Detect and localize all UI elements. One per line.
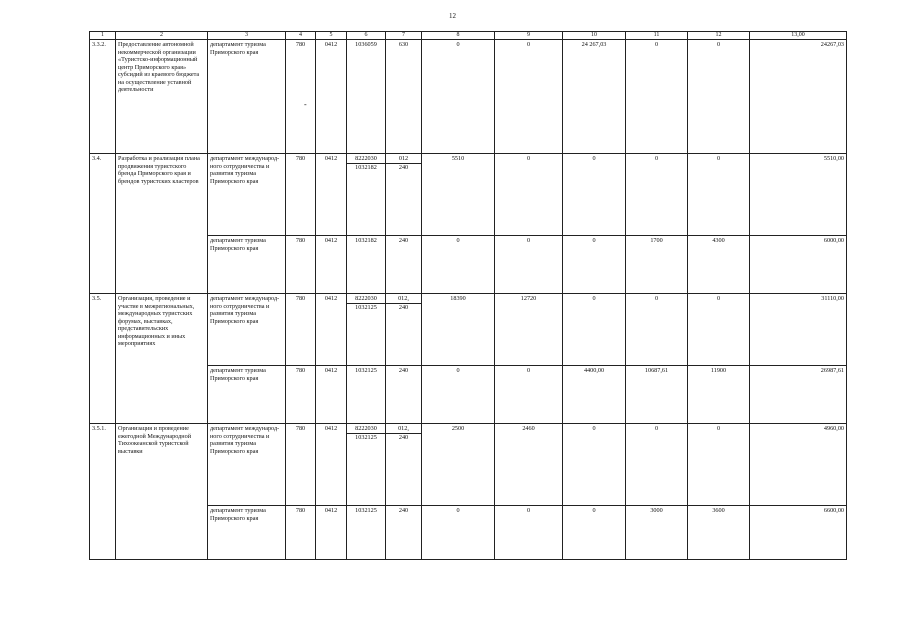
header-cell: 9 bbox=[495, 32, 563, 40]
amount-col-8: 0 bbox=[422, 40, 495, 154]
department-cell: департамент международ-ного сотрудничества и развития туризма Приморского края bbox=[208, 294, 286, 366]
code-expense-value: 240 bbox=[386, 163, 421, 172]
amount-col-11: 0 bbox=[626, 40, 688, 154]
code-target-value: 1032125 bbox=[347, 433, 385, 442]
table-row bbox=[90, 424, 847, 506]
department-cell: департамент туризма Приморского края bbox=[208, 40, 286, 154]
code-grbs: 780 bbox=[286, 236, 316, 294]
amount-col-12: 3600 bbox=[688, 506, 750, 560]
header-cell: 11 bbox=[626, 32, 688, 40]
amount-col-12: 0 bbox=[688, 294, 750, 366]
row-number: 3.5.1. bbox=[90, 424, 116, 560]
code-target bbox=[347, 366, 386, 424]
amount-col-11: 0 bbox=[626, 424, 688, 506]
header-cell: 6 bbox=[347, 32, 386, 40]
amount-col-10: 0 bbox=[563, 154, 626, 236]
amount-col-10: 0 bbox=[563, 236, 626, 294]
code-target-value: 1032125 bbox=[355, 507, 377, 514]
code-expense-type bbox=[386, 424, 422, 506]
activity-name: Организация и проведение ежегодной Международной Тихоокеанской туристской выставки bbox=[116, 424, 208, 560]
amount-col-12: 0 bbox=[688, 40, 750, 154]
code-target bbox=[347, 294, 386, 366]
header-cell: 1 bbox=[90, 32, 116, 40]
department-cell: департамент туризма Приморского края bbox=[208, 236, 286, 294]
code-grbs: 780 bbox=[286, 154, 316, 236]
code-target-value: 8222030 bbox=[355, 155, 377, 162]
code-target bbox=[347, 236, 386, 294]
amount-col-10: 24 267,03 bbox=[563, 40, 626, 154]
amount-total: 26987,61 bbox=[750, 366, 847, 424]
code-target-value: 1032182 bbox=[347, 163, 385, 172]
amount-total: 6600,00 bbox=[750, 506, 847, 560]
code-expense-value: 240 bbox=[398, 507, 409, 514]
department-cell: департамент туризма Приморского края bbox=[208, 366, 286, 424]
header-cell: 4 bbox=[286, 32, 316, 40]
amount-col-11: 1700 bbox=[626, 236, 688, 294]
amount-col-9: 2460 bbox=[495, 424, 563, 506]
amount-col-11: 0 bbox=[626, 294, 688, 366]
code-grbs: 780 bbox=[286, 294, 316, 366]
table-row bbox=[90, 154, 847, 236]
code-expense-type bbox=[386, 294, 422, 366]
budget-table bbox=[89, 31, 847, 560]
amount-col-9: 12720 bbox=[495, 294, 563, 366]
amount-col-12: 11900 bbox=[688, 366, 750, 424]
amount-col-12: 0 bbox=[688, 154, 750, 236]
department-cell: департамент международ-ного сотрудничества и развития туризма Приморского края bbox=[208, 154, 286, 236]
code-target bbox=[347, 424, 386, 506]
activity-name: Разработка и реализация плана продвижения туристского бренда Приморского края и брендов туристских кластеров bbox=[116, 154, 208, 294]
code-grbs: 780 bbox=[286, 506, 316, 560]
code-target-value: 1032125 bbox=[347, 303, 385, 312]
code-target bbox=[347, 40, 386, 154]
code-expense-type bbox=[386, 40, 422, 154]
amount-col-9: 0 bbox=[495, 366, 563, 424]
amount-total: 24267,03 bbox=[750, 40, 847, 154]
amount-col-10: 4400,00 bbox=[563, 366, 626, 424]
code-target bbox=[347, 154, 386, 236]
amount-col-8: 0 bbox=[422, 366, 495, 424]
department-cell: департамент международ-ного сотрудничества и развития туризма Приморского края bbox=[208, 424, 286, 506]
page-number: 12 bbox=[449, 12, 456, 20]
code-expense-value: 012, bbox=[398, 295, 409, 302]
amount-col-8: 0 bbox=[422, 506, 495, 560]
code-expense-value: 240 bbox=[386, 303, 421, 312]
header-cell: 12 bbox=[688, 32, 750, 40]
amount-col-10: 0 bbox=[563, 424, 626, 506]
amount-col-12: 4300 bbox=[688, 236, 750, 294]
code-section: 0412 bbox=[316, 506, 347, 560]
code-target-value: 8222030 bbox=[355, 425, 377, 432]
amount-total: 5510,00 bbox=[750, 154, 847, 236]
code-expense-value: 240 bbox=[398, 237, 409, 244]
code-expense-type bbox=[386, 154, 422, 236]
code-section: 0412 bbox=[316, 366, 347, 424]
amount-col-11: 10687,61 bbox=[626, 366, 688, 424]
amount-col-11: 0 bbox=[626, 154, 688, 236]
code-grbs: 780 bbox=[286, 424, 316, 506]
amount-col-9: 0 bbox=[495, 154, 563, 236]
table-row bbox=[90, 294, 847, 366]
code-expense-type bbox=[386, 366, 422, 424]
department-cell: департамент туризма Приморского края bbox=[208, 506, 286, 560]
row-number: 3.3.2. bbox=[90, 40, 116, 154]
code-expense-value: 630 bbox=[398, 41, 409, 48]
amount-col-10: 0 bbox=[563, 294, 626, 366]
row-number: 3.5. bbox=[90, 294, 116, 424]
code-section: 0412 bbox=[316, 236, 347, 294]
header-cell: 5 bbox=[316, 32, 347, 40]
amount-col-8: 2500 bbox=[422, 424, 495, 506]
row-number: 3.4. bbox=[90, 154, 116, 294]
code-grbs: 780 bbox=[286, 40, 316, 154]
stray-mark: - bbox=[304, 100, 307, 109]
table-row bbox=[90, 40, 847, 154]
header-cell: 2 bbox=[116, 32, 208, 40]
code-target bbox=[347, 506, 386, 560]
code-expense-value: 012 bbox=[398, 155, 409, 162]
code-grbs: 780 bbox=[286, 366, 316, 424]
code-section: 0412 bbox=[316, 424, 347, 506]
amount-col-9: 0 bbox=[495, 236, 563, 294]
amount-col-10: 0 bbox=[563, 506, 626, 560]
code-section: 0412 bbox=[316, 294, 347, 366]
amount-col-11: 3000 bbox=[626, 506, 688, 560]
amount-col-8: 0 bbox=[422, 236, 495, 294]
activity-name: Предоставление автономной некоммерческой организации «Туристско-информационный центр Приморского края» субсидий из краевого бюджета на осуществление уставной деятельности bbox=[116, 40, 208, 154]
amount-total: 6000,00 bbox=[750, 236, 847, 294]
code-expense-value: 240 bbox=[386, 433, 421, 442]
header-row bbox=[90, 32, 847, 40]
amount-col-12: 0 bbox=[688, 424, 750, 506]
code-expense-value: 012, bbox=[398, 425, 409, 432]
header-cell: 8 bbox=[422, 32, 495, 40]
code-target-value: 8222030 bbox=[355, 295, 377, 302]
header-cell: 10 bbox=[563, 32, 626, 40]
code-target-value: 1032125 bbox=[355, 367, 377, 374]
header-cell: 3 bbox=[208, 32, 286, 40]
code-target-value: 1032182 bbox=[355, 237, 377, 244]
header-cell: 13,00 bbox=[750, 32, 847, 40]
code-expense-type bbox=[386, 236, 422, 294]
amount-col-8: 5510 bbox=[422, 154, 495, 236]
amount-total: 31110,00 bbox=[750, 294, 847, 366]
header-cell: 7 bbox=[386, 32, 422, 40]
code-expense-type bbox=[386, 506, 422, 560]
amount-total: 4960,00 bbox=[750, 424, 847, 506]
amount-col-9: 0 bbox=[495, 40, 563, 154]
code-section: 0412 bbox=[316, 40, 347, 154]
activity-name: Организация, проведение и участие в межрегиональных, международных туристских форумах, выставках, представительских информационных и иных мероприятиях bbox=[116, 294, 208, 424]
amount-col-8: 18390 bbox=[422, 294, 495, 366]
code-target-value: 1036059 bbox=[355, 41, 377, 48]
code-section: 0412 bbox=[316, 154, 347, 236]
amount-col-9: 0 bbox=[495, 506, 563, 560]
code-expense-value: 240 bbox=[398, 367, 409, 374]
